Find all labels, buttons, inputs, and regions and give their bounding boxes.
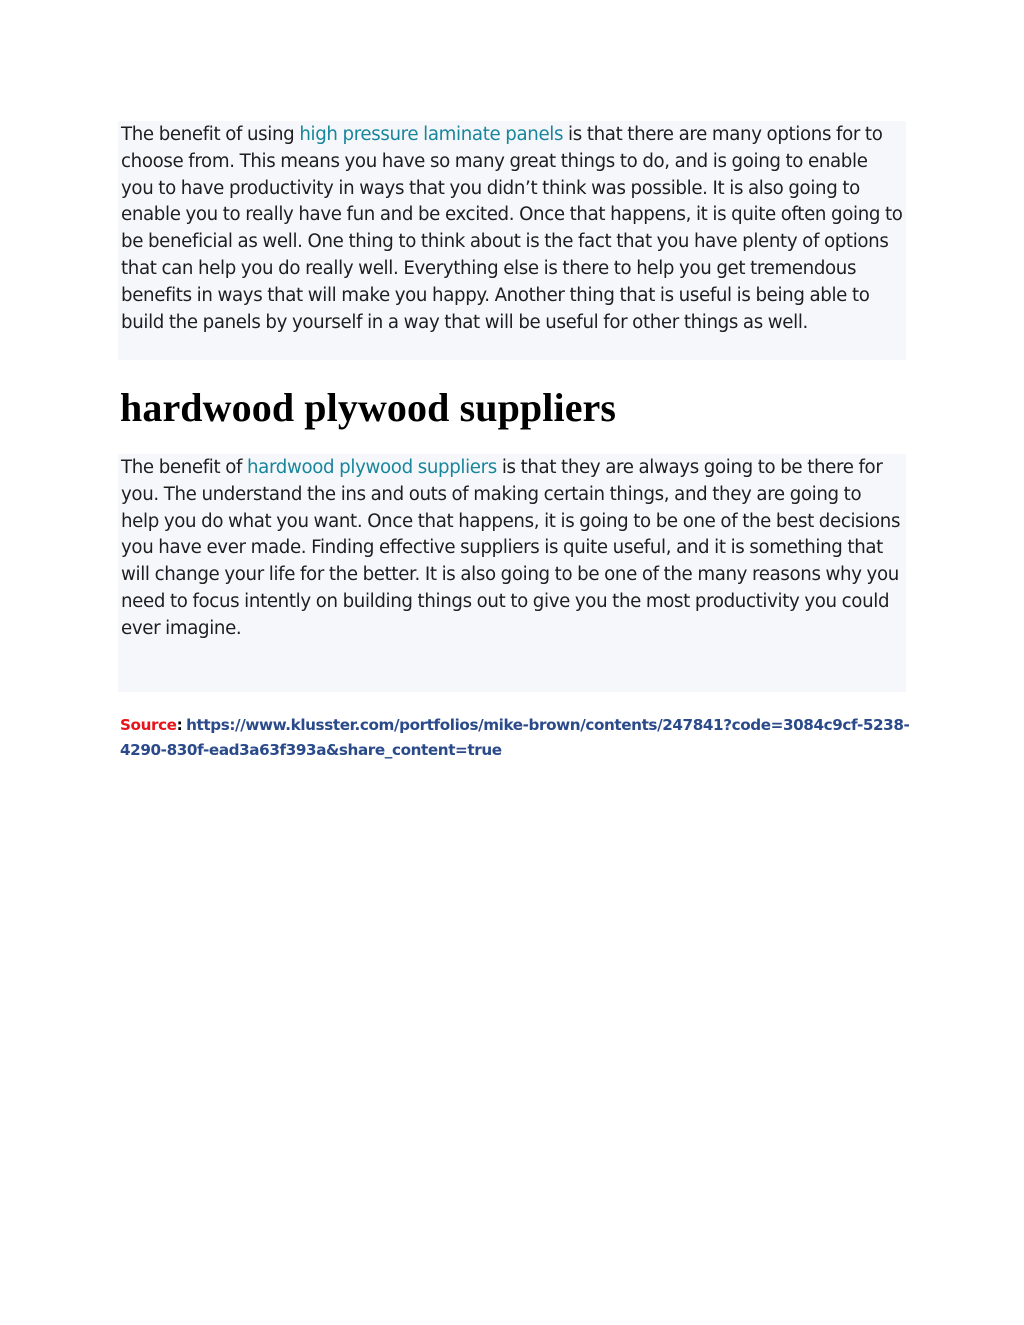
paragraph-text-start: The benefit of (121, 457, 247, 478)
source-separator: : (176, 716, 187, 734)
source-citation (120, 713, 910, 762)
content-block-plywood-suppliers (118, 454, 906, 692)
source-label: Source (120, 716, 177, 734)
section-heading: hardwood plywood suppliers (120, 385, 617, 430)
link-high-pressure-laminate-panels[interactable]: high pressure laminate panels (299, 124, 564, 145)
source-url-link[interactable]: https://www.klusster.com/portfolios/mike-brown/contents/247841?code=3084c9cf-5238-4290-830f-ead3a63f393a&share_content=true (120, 716, 910, 759)
paragraph-text-start: The benefit of using (121, 124, 300, 145)
link-hardwood-plywood-suppliers[interactable]: hardwood plywood suppliers (247, 457, 497, 478)
content-block-laminate-panels (118, 121, 906, 360)
paragraph-laminate-panels (121, 122, 904, 336)
paragraph-text-rest: is that they are always going to be there for you. The understand the ins and outs of making certain things, and they are going to help you do what you want. Once that happens, it is going to be one of the best decisions you have ever made. Finding effective suppliers is quite useful, and it is something that will change your life for the better. It is also going to be one of the many reasons why you need to focus intently on building things out to give you the most productivity you could ever imagine. (121, 457, 901, 639)
paragraph-plywood-suppliers (121, 455, 904, 643)
paragraph-text-rest: is that there are many options for to choose from. This means you have so many great things to do, and is going to enable you to have productivity in ways that you didn’t think was possible. It is also going to enable you to really have fun and be excited. Once that happens, it is quite often going to be beneficial as well. One thing to think about is the fact that you have plenty of options that can help you do really well. Everything else is there to help you get tremendous benefits in ways that will make you happy. Another thing that is useful is being able to build the panels by yourself in a way that will be useful for other things as well. (121, 124, 903, 333)
